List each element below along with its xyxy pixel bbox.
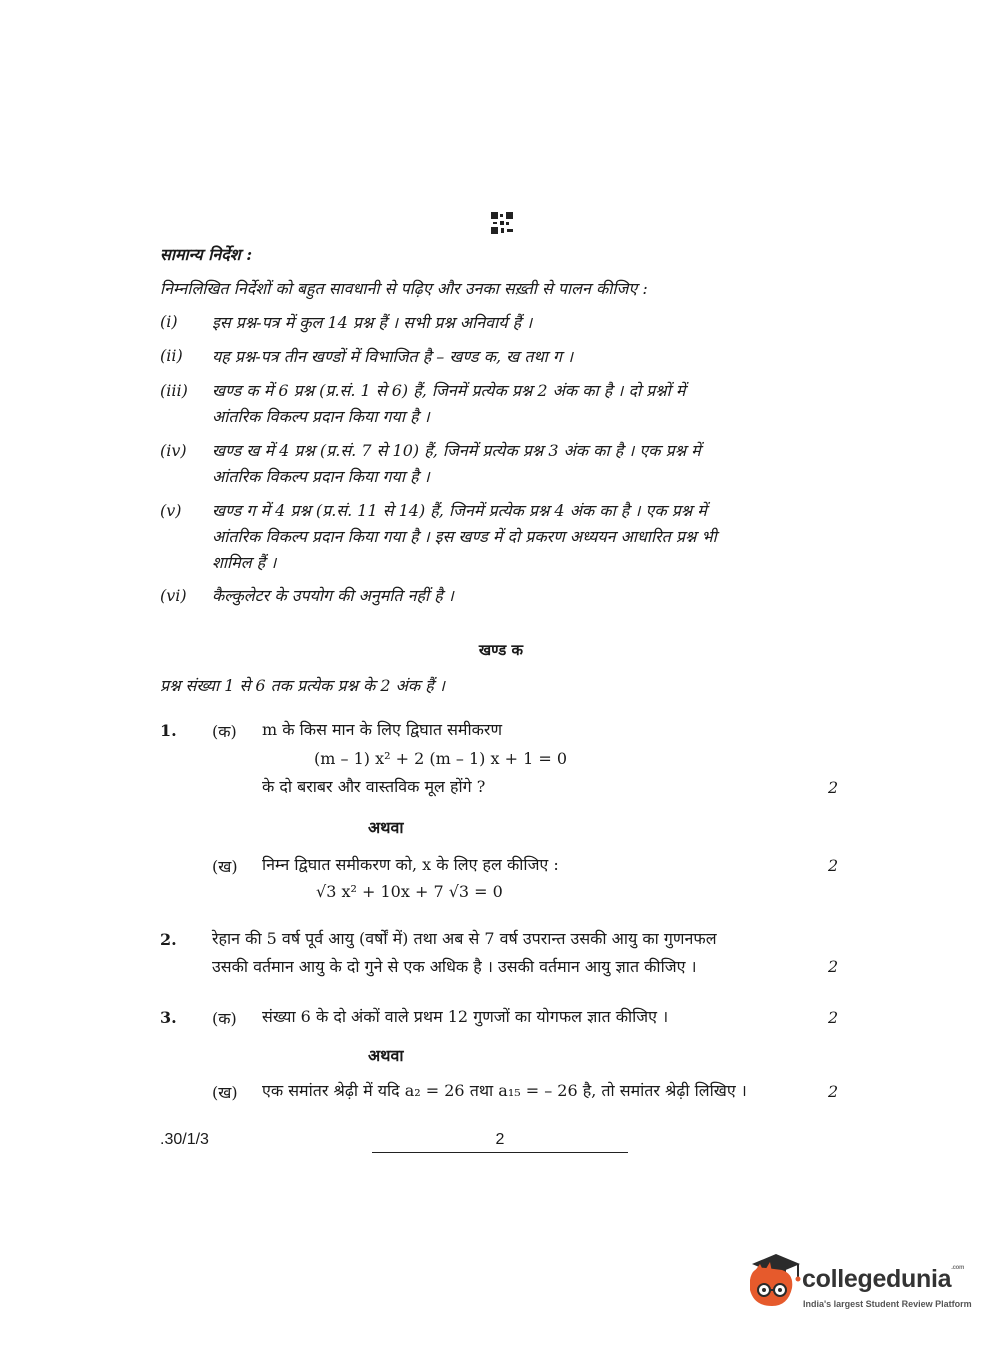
section-note: प्रश्न संख्या 1 से 6 तक प्रत्येक प्रश्न के 2 अंक हैं । [160,676,445,695]
question-marks: 2 [828,778,839,797]
question-part-label: (क) [212,722,237,741]
question-equation: (m – 1) x² + 2 (m – 1) x + 1 = 0 [314,749,568,768]
question-marks: 2 [828,1082,839,1101]
footer-divider [372,1152,628,1153]
instruction-number: (v) [160,501,182,520]
question-text: के दो बराबर और वास्तविक मूल होंगे ? [262,777,486,796]
question-part-label: (क) [212,1009,237,1028]
question-text: रेहान की 5 वर्ष पूर्व आयु (वर्षों में) तथा अब से 7 वर्ष उपरान्त उसकी आयु का गुणनफल उसकी वर्तमान आयु के दो गुने से एक अधिक है । उसकी वर्तमान आयु ज्ञात कीजिए । [212,929,717,976]
question-part-label: (ख) [212,857,238,876]
instruction-text: खण्ड क में 6 प्रश्न (प्र.सं. 1 से 6) हैं, जिनमें प्रत्येक प्रश्न 2 अंक का है । दो प्रश्नों में आंतरिक विकल्प प्रदान किया गया है । [212,381,686,426]
page-number: 2 [495,1131,505,1148]
instruction-text: खण्ड ख में 4 प्रश्न (प्र.सं. 7 से 10) हैं, जिनमें प्रत्येक प्रश्न 3 अंक का है । एक प्रश्न में आंतरिक विकल्प प्रदान किया गया है । [212,441,701,486]
instruction-text: इस प्रश्न-पत्र में कुल 14 प्रश्न हैं । सभी प्रश्न अनिवार्य हैं । [212,313,533,332]
section-title: खण्ड क [478,641,524,659]
question-text: m के किस मान के लिए द्विघात समीकरण [262,720,503,739]
question-number: 2. [160,930,177,949]
question-marks: 2 [828,957,839,976]
instruction-number: (vi) [160,586,187,605]
instruction-number: (ii) [160,346,183,365]
paper-code: .30/1/3 [160,1131,209,1148]
logo-name: collegedunia$^{.com}$ [802,1265,965,1293]
instruction-text: कैल्कुलेटर के उपयोग की अनुमति नहीं है । [212,586,454,605]
instruction-number: (iii) [160,381,188,400]
question-marks: 2 [828,856,839,875]
question-text: एक समांतर श्रेढ़ी में यदि a₂ = 26 तथा a₁₅ = – 26 है, तो समांतर श्रेढ़ी लिखिए । [262,1081,747,1100]
question-number: 1. [160,721,177,740]
instruction-text: खण्ड ग में 4 प्रश्न (प्र.सं. 11 से 14) हैं, जिनमें प्रत्येक प्रश्न 4 अंक का है । एक प्रश्न में आंतरिक विकल्प प्रदान किया गया है । इस खण्ड में दो प्रकरण अध्ययन आधारित प्रश्न भी शामिल हैं । [212,501,717,572]
question-part-label: (ख) [212,1083,238,1102]
or-separator: अथवा [368,818,404,837]
mascot-icon [742,1250,804,1312]
or-separator: अथवा [368,1046,404,1065]
question-equation: √3 x² + 10x + 7 √3 = 0 [316,882,503,901]
general-instructions-intro: निम्नलिखित निर्देशों को बहुत सावधानी से पढ़िए और उनका सख़्ती से पालन कीजिए : [160,279,648,298]
question-text: निम्न द्विघात समीकरण को, x के लिए हल कीजिए : [262,855,559,874]
instruction-text: यह प्रश्न-पत्र तीन खण्डों में विभाजित है – खण्ड क, ख तथा ग । [212,347,574,366]
question-text: संख्या 6 के दो अंकों वाले प्रथम 12 गुणजों का योगफल ज्ञात कीजिए । [262,1007,669,1026]
question-number: 3. [160,1008,177,1027]
logo-tagline: India's largest Student Review Platform [803,1299,972,1309]
qr-code-icon [491,212,513,234]
instruction-number: (iv) [160,441,187,460]
general-instructions-heading: सामान्य निर्देश : [160,245,253,264]
question-marks: 2 [828,1008,839,1027]
instruction-number: (i) [160,312,178,331]
